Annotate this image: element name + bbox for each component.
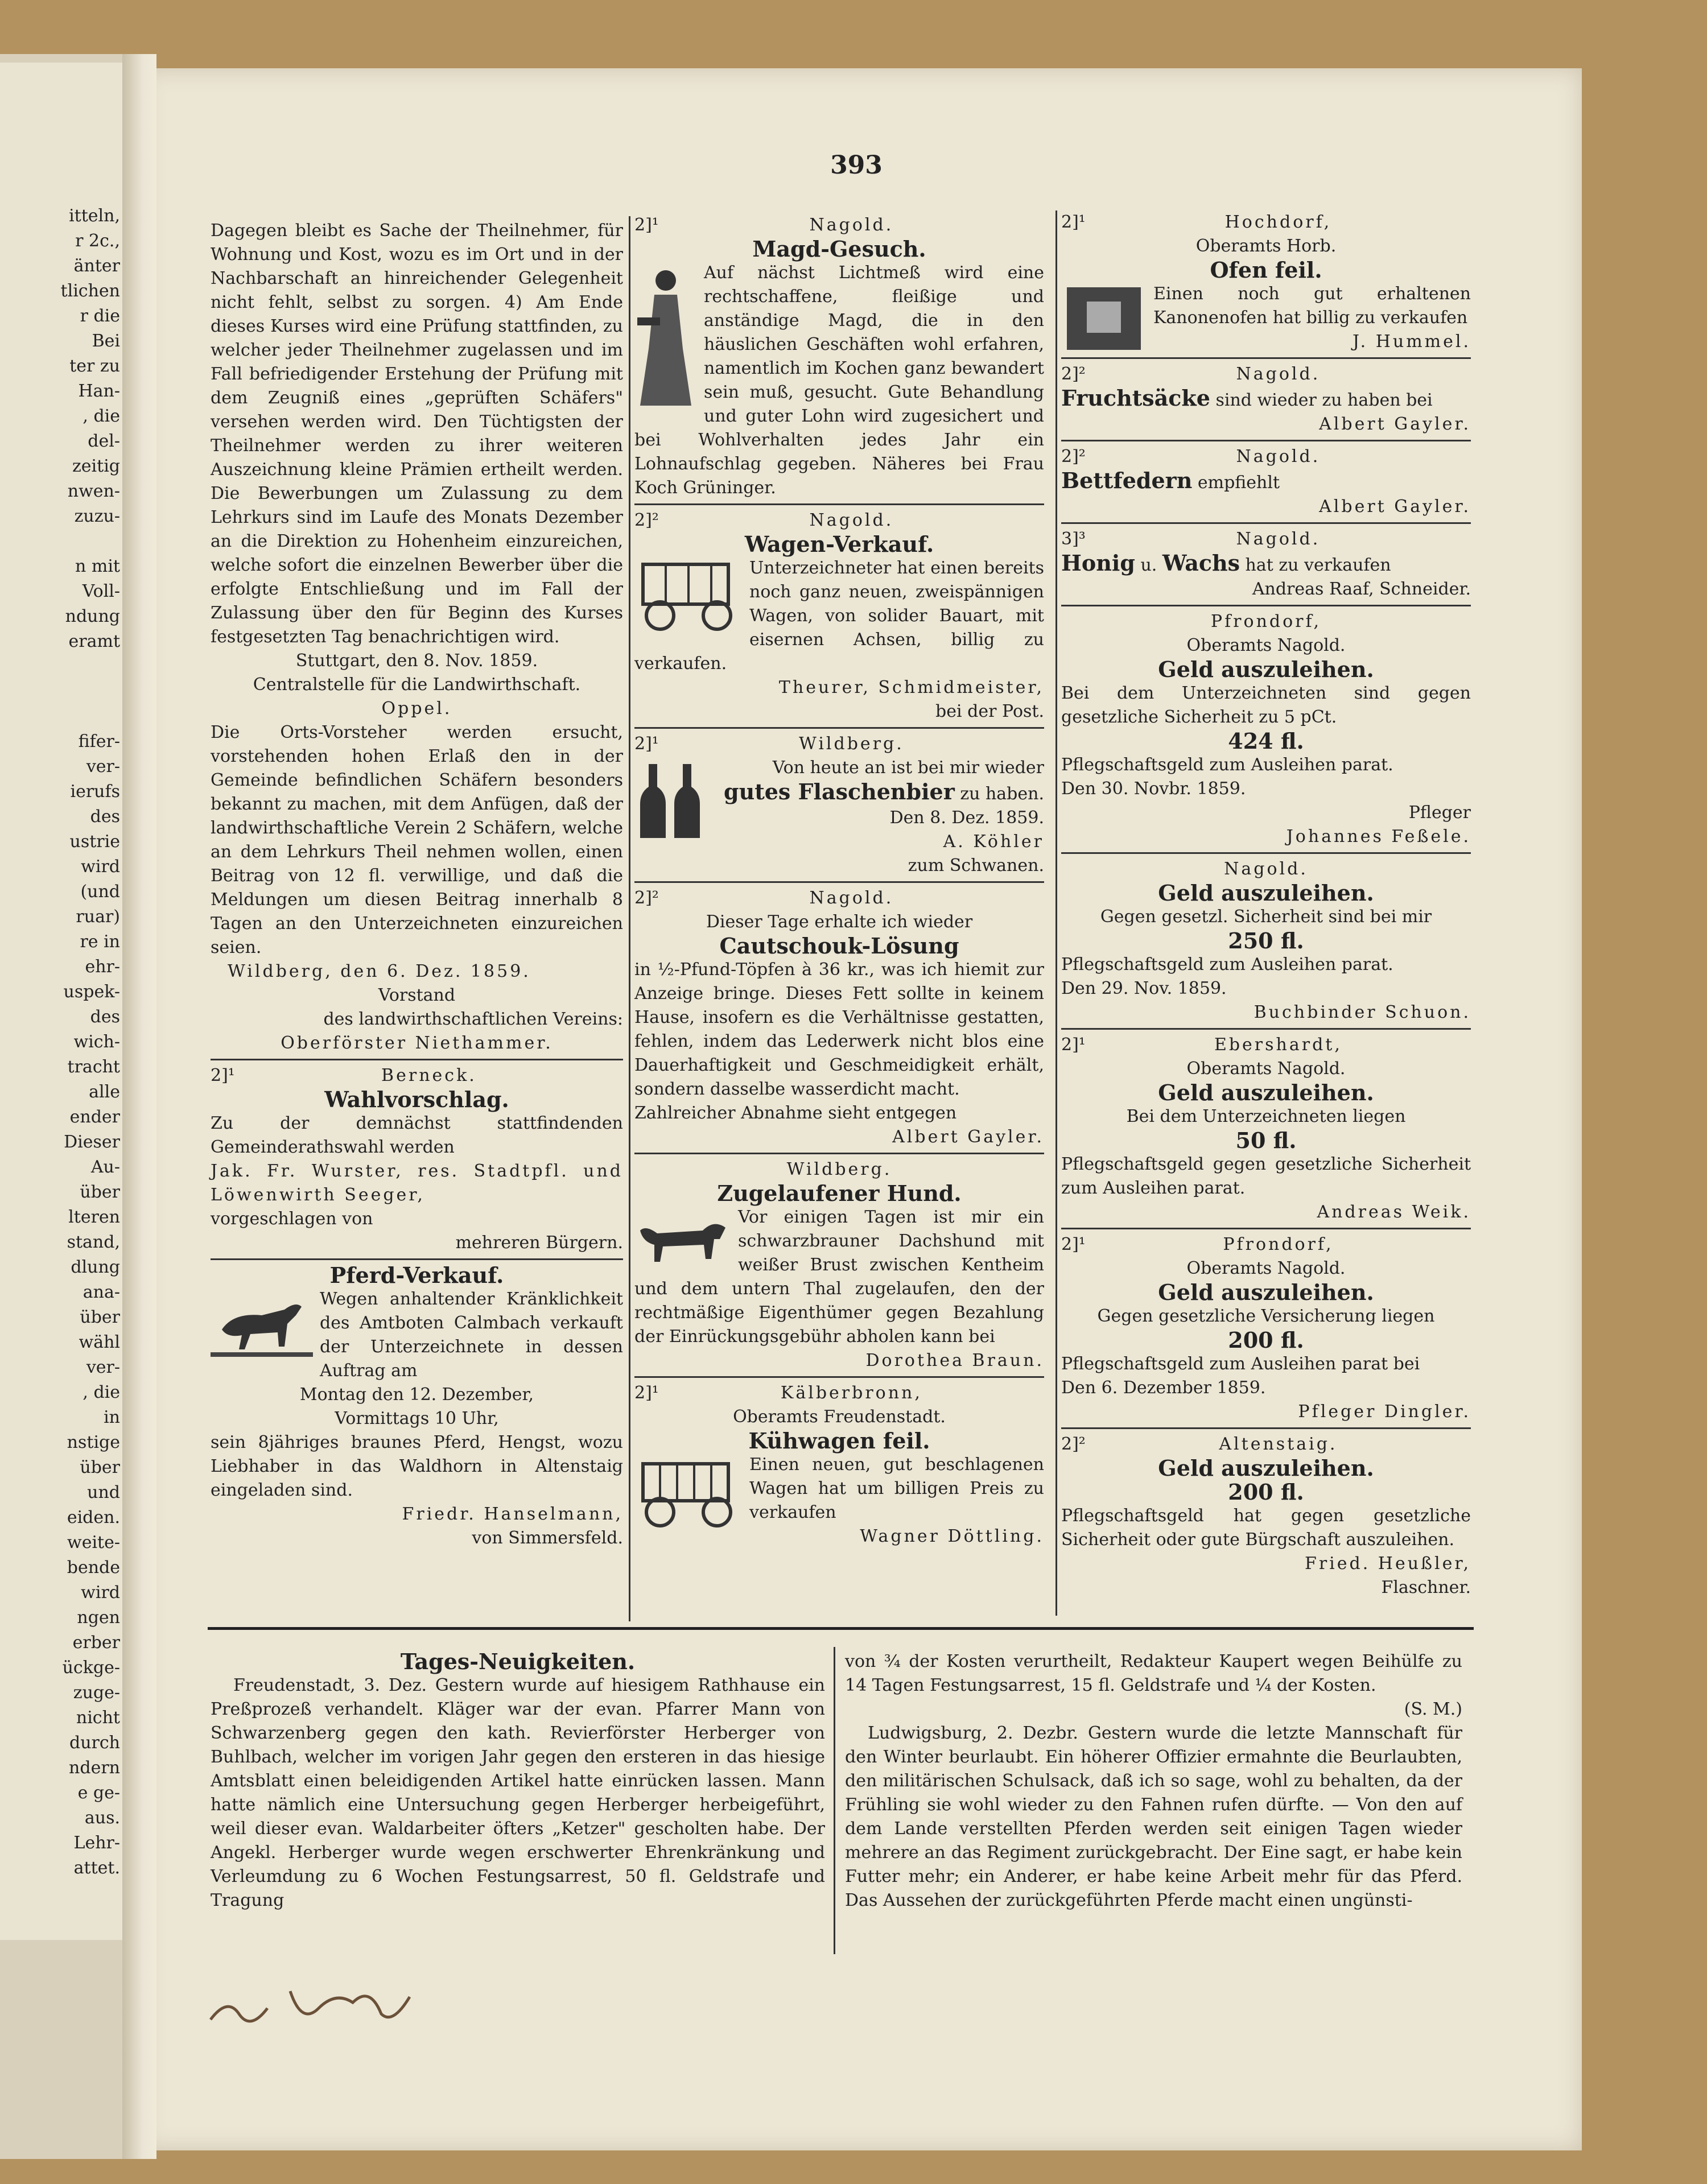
previous-page-line: e ge-	[77, 1783, 120, 1803]
previous-page-line: ender	[69, 1107, 120, 1127]
previous-page-line: wich-	[73, 1032, 120, 1052]
ad-text: Von heute an ist bei mir wieder	[772, 758, 1044, 778]
horse-icon	[211, 1290, 313, 1364]
previous-page-line: Au-	[90, 1157, 120, 1177]
ad-title: Wachs	[1162, 550, 1240, 576]
previous-page-line: bende	[67, 1558, 120, 1578]
previous-page-line: r 2c.,	[75, 231, 120, 251]
ad-number: 2]¹	[634, 734, 659, 754]
ad-title: Wagen-Verkauf.	[744, 531, 934, 557]
section-rule	[208, 1627, 1474, 1630]
previous-page-line: Bei	[92, 331, 120, 351]
ad-signature: Buchbinder Schuon.	[1254, 1002, 1471, 1022]
ad-text: empfiehlt	[1197, 473, 1280, 493]
stove-icon	[1061, 284, 1147, 353]
divider	[1061, 1228, 1471, 1229]
previous-page-line: zeitig	[72, 456, 120, 476]
previous-page-line: ierufs	[70, 782, 120, 802]
ad-signature: Albert Gayler.	[1319, 497, 1471, 517]
previous-page-line: re in	[80, 932, 120, 952]
ad-place: Altenstaig.	[1219, 1434, 1338, 1454]
notice-vorstand: Vorstand	[378, 985, 456, 1005]
column-2	[634, 213, 1044, 1549]
ad-number: 2]¹	[634, 1383, 659, 1403]
bottles-icon	[634, 758, 708, 844]
previous-page-line: wird	[81, 1583, 120, 1603]
previous-page-line: tracht	[67, 1057, 120, 1077]
previous-page-line: ver-	[86, 757, 120, 777]
ad-place: Wildberg.	[799, 734, 904, 754]
previous-page-line: stand,	[67, 1232, 120, 1252]
ad-text: Den 8. Dez. 1859.	[889, 808, 1044, 828]
previous-page-line: attet.	[73, 1858, 120, 1878]
ad-signature: Johannes Feßele.	[1286, 827, 1471, 847]
ad-text: Pflegschaftsgeld gegen gesetzliche Sicherheit zum Ausleihen parat.	[1061, 1154, 1471, 1198]
ad-number: 3]³	[1061, 529, 1086, 549]
ad-place: Nagold.	[809, 888, 894, 908]
ad-place: Kälberbronn,	[780, 1383, 922, 1403]
news-right	[845, 1650, 1462, 1913]
ad-text: Den 6. Dezember 1859.	[1061, 1378, 1266, 1398]
previous-page-line: ruar)	[76, 907, 120, 927]
previous-page-line: alle	[89, 1082, 120, 1102]
ad-signature: A. Köhler	[943, 832, 1044, 852]
ad-text: Pflegschaftsgeld zum Ausleihen parat.	[1061, 955, 1393, 975]
course-date: Stuttgart, den 8. Nov. 1859.	[295, 651, 538, 671]
previous-page-line: Voll-	[82, 581, 120, 601]
ad-amount: 200 fl.	[1228, 1479, 1304, 1505]
column-3	[1061, 210, 1471, 1600]
previous-page-line: (und	[80, 882, 120, 902]
ad-place: Hochdorf,	[1224, 212, 1332, 232]
ad-signature: Pfleger Dingler.	[1298, 1402, 1471, 1422]
previous-page-line: und	[87, 1483, 120, 1502]
ad-signature: zum Schwanen.	[908, 856, 1044, 876]
ad-place: Nagold.	[809, 215, 894, 235]
ad-text: u.	[1140, 555, 1157, 575]
notice-forester: Oberförster Niethammer.	[281, 1033, 553, 1053]
news-article: Freudenstadt, 3. Dez. Gestern wurde auf hiesigem Rathhause ein Preßprozeß verhandelt. Kläger war der evan. Pfarrer Mann von Schwarzenberg gegen den kath. Revierförster Herberger von Buhlbach, welcher im vorigen Jahr gegen den ersteren in das hiesige Amtsblatt einen beleidigenden Artikel hatte einrücken lassen. Mann hatte nämlich eine Untersuchung gegen Herberger herbeigeführt, weil dieser evan. Waldarbeiter öfters „Ketzer" gescholten habe. Der Angekl. Herberger wurde wegen erschwerter Ehrenkränkung und Verleumdung zu 6 Wochen Festungsarrest, 50 fl. Geldstrafe und Tragung	[211, 1675, 825, 1910]
previous-page-line: wird	[81, 857, 120, 877]
news-heading: Tages-Neuigkeiten.	[400, 1649, 636, 1674]
ad-title: Geld auszuleihen.	[1158, 1080, 1374, 1105]
previous-page-line: itteln,	[69, 206, 120, 226]
ad-place: Pfrondorf,	[1223, 1235, 1334, 1254]
ad-signature: Dorothea Braun.	[865, 1351, 1044, 1370]
previous-page-line: zuge-	[73, 1683, 120, 1703]
previous-page-line: , die	[83, 1382, 120, 1402]
previous-page-line: nstige	[67, 1432, 120, 1452]
divider	[634, 881, 1044, 883]
ad-signature: Andreas Weik.	[1317, 1202, 1471, 1222]
divider	[634, 1153, 1044, 1154]
ad-place: Wildberg.	[786, 1159, 892, 1179]
ad-title: Geld auszuleihen.	[1158, 1455, 1374, 1481]
ad-place: Ebershardt,	[1214, 1035, 1342, 1055]
news-article: Ludwigsburg, 2. Dezbr. Gestern wurde die letzte Mannschaft für den Winter beurlaubt. Ein höherer Offizier ermahnte die Beurlaubten, den militärischen Schulsack, daß ich so sage, wohl zu behalten, da der Frühling sie wohl wieder zu den Fahnen rufen dürfte. — Von den auf dem Lande verstellten Pferden werden seit einigen Tagen wieder mehrere an das Regiment zurückgebracht. Der Eine sagt, er habe kein Futter mehr; ein Anderer, er habe keine Arbeit mehr für das Pferd. Das Aussehen der zurückgeführten Pferde macht einen ungünsti-	[845, 1723, 1462, 1910]
previous-page-line: Lehr-	[73, 1833, 120, 1853]
divider	[1061, 440, 1471, 441]
ad-signature: Friedr. Hanselmann,	[402, 1504, 623, 1524]
course-office: Centralstelle für die Landwirthschaft.	[253, 675, 581, 695]
ad-number: 2]²	[1061, 447, 1086, 466]
ad-signature: Fried. Heußler,	[1305, 1554, 1471, 1574]
ad-text: Zu der demnächst stattfindenden Gemeinderathswahl werden	[211, 1113, 623, 1157]
divider	[634, 503, 1044, 505]
ad-title: Geld auszuleihen.	[1158, 1279, 1374, 1305]
ad-text: sind wieder zu haben bei	[1215, 390, 1433, 410]
ad-text: vorgeschlagen von	[211, 1209, 373, 1229]
ad-text: Montag den 12. Dezember,	[299, 1385, 534, 1405]
ad-text: Zahlreicher Abnahme sieht entgegen	[634, 1103, 957, 1123]
ad-title: Geld auszuleihen.	[1158, 657, 1374, 682]
column-rule	[1055, 210, 1057, 1616]
course-signature: Oppel.	[381, 699, 452, 719]
ad-signature: J. Hummel.	[1352, 332, 1471, 352]
divider	[211, 1258, 623, 1260]
ad-text: Einen noch gut erhaltenen Kanonenofen hat billig zu verkaufen	[1153, 284, 1471, 328]
ad-signature: Wagner Döttling.	[860, 1526, 1044, 1546]
ad-subplace: Oberamts Nagold.	[1186, 1059, 1346, 1079]
ad-number: 2]¹	[634, 215, 659, 235]
previous-page-line: zuzu-	[74, 506, 120, 526]
previous-page	[0, 63, 122, 1940]
previous-page-line: eiden.	[67, 1508, 120, 1527]
ad-signature: mehreren Bürgern.	[455, 1233, 623, 1253]
ad-number: 2]²	[634, 510, 659, 530]
news-left	[211, 1650, 825, 1913]
previous-page-line: wähl	[79, 1332, 120, 1352]
previous-page-line: Dieser	[64, 1132, 120, 1152]
ad-text: hat zu verkaufen	[1245, 555, 1391, 575]
previous-page-line: lteren	[68, 1207, 120, 1227]
ad-title: Cautschouk-Lösung	[719, 933, 959, 959]
ad-place: Nagold.	[1236, 529, 1321, 549]
previous-page-line: über	[80, 1307, 120, 1327]
previous-page-line: del-	[88, 431, 120, 451]
previous-page-line: eramt	[68, 631, 120, 651]
ad-title: Pferd-Verkauf.	[329, 1262, 504, 1288]
ad-text: Den 29. Nov. 1859.	[1061, 979, 1227, 998]
previous-page-line: nwen-	[67, 481, 120, 501]
previous-page-line: aus.	[84, 1808, 120, 1828]
divider	[634, 1376, 1044, 1378]
previous-page-line: in	[104, 1407, 120, 1427]
notice-verein: des landwirthschaftlichen Vereins:	[323, 1009, 623, 1029]
ad-text: Unterzeichneter hat einen bereits noch ganz neuen, zweispännigen Wagen, von solider Bauart, mit eisernen Achsen, billig zu verkaufen.	[634, 558, 1044, 674]
ad-text: zu haben.	[960, 784, 1044, 804]
ad-number: 2]²	[634, 888, 659, 908]
ad-text: Pflegschaftsgeld hat gegen gesetzliche Sicherheit oder gute Bürgschaft auszuleihen.	[1061, 1506, 1471, 1550]
ad-title: Wahlvorschlag.	[324, 1087, 509, 1112]
page-gutter	[122, 54, 156, 2159]
previous-page-line: über	[80, 1458, 120, 1477]
previous-page-line: nicht	[76, 1708, 120, 1728]
ad-title: Honig	[1061, 550, 1135, 576]
previous-page-line: ndern	[69, 1758, 120, 1778]
ad-text: Gegen gesetzl. Sicherheit sind bei mir	[1100, 907, 1432, 927]
ad-text: in ½-Pfund-Töpfen à 36 kr., was ich hiemit zur Anzeige bringe. Dieses Fett sollte in keinem Hause, insofern es die Verhältnisse gestatten, fehlen, indem das Lederwerk nicht blos eine Dauerhaftigkeit und Geschmeidigkeit erhält, sondern dasselbe wasserdicht macht.	[634, 960, 1044, 1099]
ad-title: gutes Flaschenbier	[724, 779, 955, 804]
previous-page-line: über	[80, 1182, 120, 1202]
ad-text: Den 30. Novbr. 1859.	[1061, 779, 1246, 799]
previous-page-line: ana-	[83, 1282, 120, 1302]
ad-text: Pflegschaftsgeld zum Ausleihen parat.	[1061, 755, 1393, 775]
divider	[1061, 1028, 1471, 1030]
ad-text: Auf nächst Lichtmeß wird eine rechtschaffene, fleißige und anständige Magd, die in den häuslichen Geschäften wohl erfahren, namentlich im Kochen ganz bewandert sein muß, gesucht. Gute Behandlung und guter Lohn wird zugesichert und bei Wohlverhalten jedes Jahr ein Lohnaufschlag gegeben. Näheres bei Frau Koch Grüninger.	[634, 263, 1044, 498]
column-rule	[834, 1647, 835, 1954]
ad-amount: 250 fl.	[1228, 928, 1304, 953]
notice-date: Wildberg, den 6. Dez. 1859.	[228, 961, 531, 981]
ad-title: Bettfedern	[1061, 468, 1193, 493]
divider	[1061, 1427, 1471, 1429]
news-article: von ¾ der Kosten verurtheilt, Redakteur Kaupert wegen Beihülfe zu 14 Tagen Festungsarrest, 15 fl. Geldstrafe und ¼ der Kosten.	[845, 1652, 1462, 1695]
divider	[1061, 522, 1471, 524]
ad-text: Dieser Tage erhalte ich wieder	[706, 912, 973, 932]
cart-icon	[634, 1455, 743, 1529]
page-number: 393	[830, 151, 883, 180]
previous-page-line: n mit	[75, 556, 120, 576]
ad-amount: 50 fl.	[1235, 1128, 1297, 1153]
previous-page-line: des	[90, 1007, 120, 1027]
ad-title: Fruchtsäcke	[1061, 385, 1210, 411]
previous-page-line: Han-	[78, 381, 120, 401]
course-text: Dagegen bleibt es Sache der Theilnehmer, für Wohnung und Kost, wozu es im Ort und in der Nachbarschaft an hinreichender Gelegenheit nicht fehlt, selbst zu sorgen. 4) Am Ende dieses Kurses wird eine Prüfung stattfinden, zu welcher jeder Theilnehmer zugelassen und im Fall befriedigender Erstehung der Prüfung mit dem Zeugniß eines „geprüften Schäfers" versehen werden wird. Den Tüchtigsten der Theilnehmer werden zu ihrer weiteren Auszeichnung kleine Prämien ertheilt werden. Die Bewerbungen um Zulassung zu dem Lehrkurs sind im Laufe des Monats Dezember an die Direktion zu Hohenheim einzureichen, welche sofort die einzelnen Bewerber über die erfolgte Entschließung und im Fall der Zulassung über den für Beginn des Kurses festgesetzten Tag benachrichtigen wird.	[211, 221, 623, 647]
previous-page-line: , die	[83, 406, 120, 426]
ad-number: 2]²	[1061, 364, 1086, 384]
ad-subplace: Oberamts Horb.	[1195, 236, 1337, 256]
divider	[211, 1059, 623, 1060]
mayor-notice: Die Orts-Vorsteher werden ersucht, vorstehenden hohen Erlaß den in der Gemeinde befindlichen Schäfern besonders bekannt zu machen, mit dem Anfügen, daß der landwirthschaftliche Verein 2 Schäfern, welche an dem Lehrkurs Theil nehmen wollen, einen Beitrag von 12 fl. verwillige, und daß die Meldungen um diesen Beitrag innerhalb 8 Tagen an den Unterzeichneten einzureichen seien.	[211, 723, 623, 957]
ad-signature: von Simmersfeld.	[472, 1528, 623, 1548]
previous-page-line: ehr-	[85, 957, 120, 977]
ad-amount: 200 fl.	[1228, 1327, 1304, 1353]
ad-text: Vor einigen Tagen ist mir ein schwarzbrauner Dachshund mit weißer Brust zwischen Kentheim und dem untern Thal zugelaufen, den der rechtmäßige Eigenthümer gegen Bezahlung der Einrückungsgebühr abholen kann bei	[634, 1207, 1044, 1347]
ad-number: 2]¹	[1061, 1235, 1086, 1254]
previous-page-line: ver-	[86, 1357, 120, 1377]
ad-text: Jak. Fr. Wurster, res. Stadtpfl. und Löwenwirth Seeger,	[211, 1161, 623, 1205]
divider	[634, 727, 1044, 729]
ad-text: Gegen gesetzliche Versicherung liegen	[1097, 1306, 1435, 1326]
previous-page-line: ngen	[77, 1608, 120, 1628]
ad-number: 2]¹	[1061, 1035, 1086, 1055]
previous-page-line: des	[90, 807, 120, 827]
previous-page-line: tlichen	[60, 281, 120, 301]
previous-page-line: fifer-	[78, 732, 120, 752]
ad-title: Zugelaufener Hund.	[717, 1180, 962, 1206]
ad-place: Nagold.	[1236, 364, 1321, 384]
previous-page-line: weite-	[67, 1533, 120, 1553]
news-source: (S. M.)	[1404, 1699, 1462, 1719]
ad-title: Geld auszuleihen.	[1158, 880, 1374, 906]
ad-title: Kühwagen feil.	[748, 1428, 930, 1454]
wagon-icon	[634, 559, 743, 633]
ad-place: Pfrondorf,	[1210, 612, 1322, 631]
column-rule	[629, 216, 630, 1621]
previous-page-line: r die	[80, 306, 120, 326]
ad-signature: Flaschner.	[1381, 1578, 1471, 1597]
ad-place: Nagold.	[809, 510, 894, 530]
ad-signature: Pfleger	[1408, 803, 1471, 823]
ad-text: Bei dem Unterzeichneten liegen	[1126, 1107, 1406, 1126]
previous-page-line: änter	[73, 256, 120, 276]
ad-text: Einen neuen, gut beschlagenen Wagen hat um billigen Preis zu verkaufen	[749, 1455, 1044, 1522]
ad-place: Nagold.	[1224, 859, 1308, 879]
previous-page-line: erber	[72, 1633, 120, 1653]
previous-page-line: dlung	[71, 1257, 120, 1277]
previous-page-line: uspek-	[63, 982, 120, 1002]
ad-text: sein 8jähriges braunes Pferd, Hengst, wozu Liebhaber in das Waldhorn in Altenstaig eingeladen sind.	[211, 1432, 623, 1500]
previous-page-line: durch	[69, 1733, 120, 1753]
maid-icon	[634, 263, 697, 411]
divider	[1061, 605, 1471, 606]
ad-text: Pflegschaftsgeld zum Ausleihen parat bei	[1061, 1354, 1420, 1374]
ad-number: 2]¹	[211, 1066, 235, 1085]
ad-signature: Albert Gayler.	[1319, 414, 1471, 434]
dog-icon	[634, 1208, 731, 1270]
ad-signature: Albert Gayler.	[892, 1127, 1044, 1147]
ad-title: Magd-Gesuch.	[752, 236, 926, 262]
previous-page-line: ndung	[65, 606, 120, 626]
ad-place: Berneck.	[381, 1066, 477, 1085]
ad-number: 2]²	[1061, 1434, 1086, 1454]
ad-subplace: Oberamts Nagold.	[1186, 635, 1346, 655]
handwritten-signature	[205, 1974, 450, 2037]
divider	[1061, 357, 1471, 359]
ad-signature: Andreas Raaf, Schneider.	[1252, 579, 1471, 599]
ad-subplace: Oberamts Nagold.	[1186, 1258, 1346, 1278]
ad-text: Wegen anhaltender Kränklichkeit des Amtboten Calmbach verkauft der Unterzeichnete in dessen Auftrag am	[320, 1289, 623, 1381]
previous-page-line: ter zu	[69, 356, 120, 376]
ad-text: Bei dem Unterzeichneten sind gegen gesetzliche Sicherheit zu 5 pCt.	[1061, 683, 1471, 727]
ad-title: Ofen feil.	[1210, 257, 1322, 283]
divider	[1061, 852, 1471, 854]
ad-subplace: Oberamts Freudenstadt.	[733, 1407, 946, 1427]
column-1	[211, 219, 623, 1550]
previous-page-line: ückge-	[62, 1658, 120, 1678]
ad-number: 2]¹	[1061, 212, 1086, 232]
ad-signature: Theurer, Schmidmeister,	[778, 678, 1044, 697]
ad-place: Nagold.	[1236, 447, 1321, 466]
ad-text: Vormittags 10 Uhr,	[335, 1409, 499, 1429]
ad-amount: 424 fl.	[1228, 728, 1304, 754]
previous-page-line: ustrie	[69, 832, 120, 852]
ad-signature: bei der Post.	[935, 701, 1044, 721]
